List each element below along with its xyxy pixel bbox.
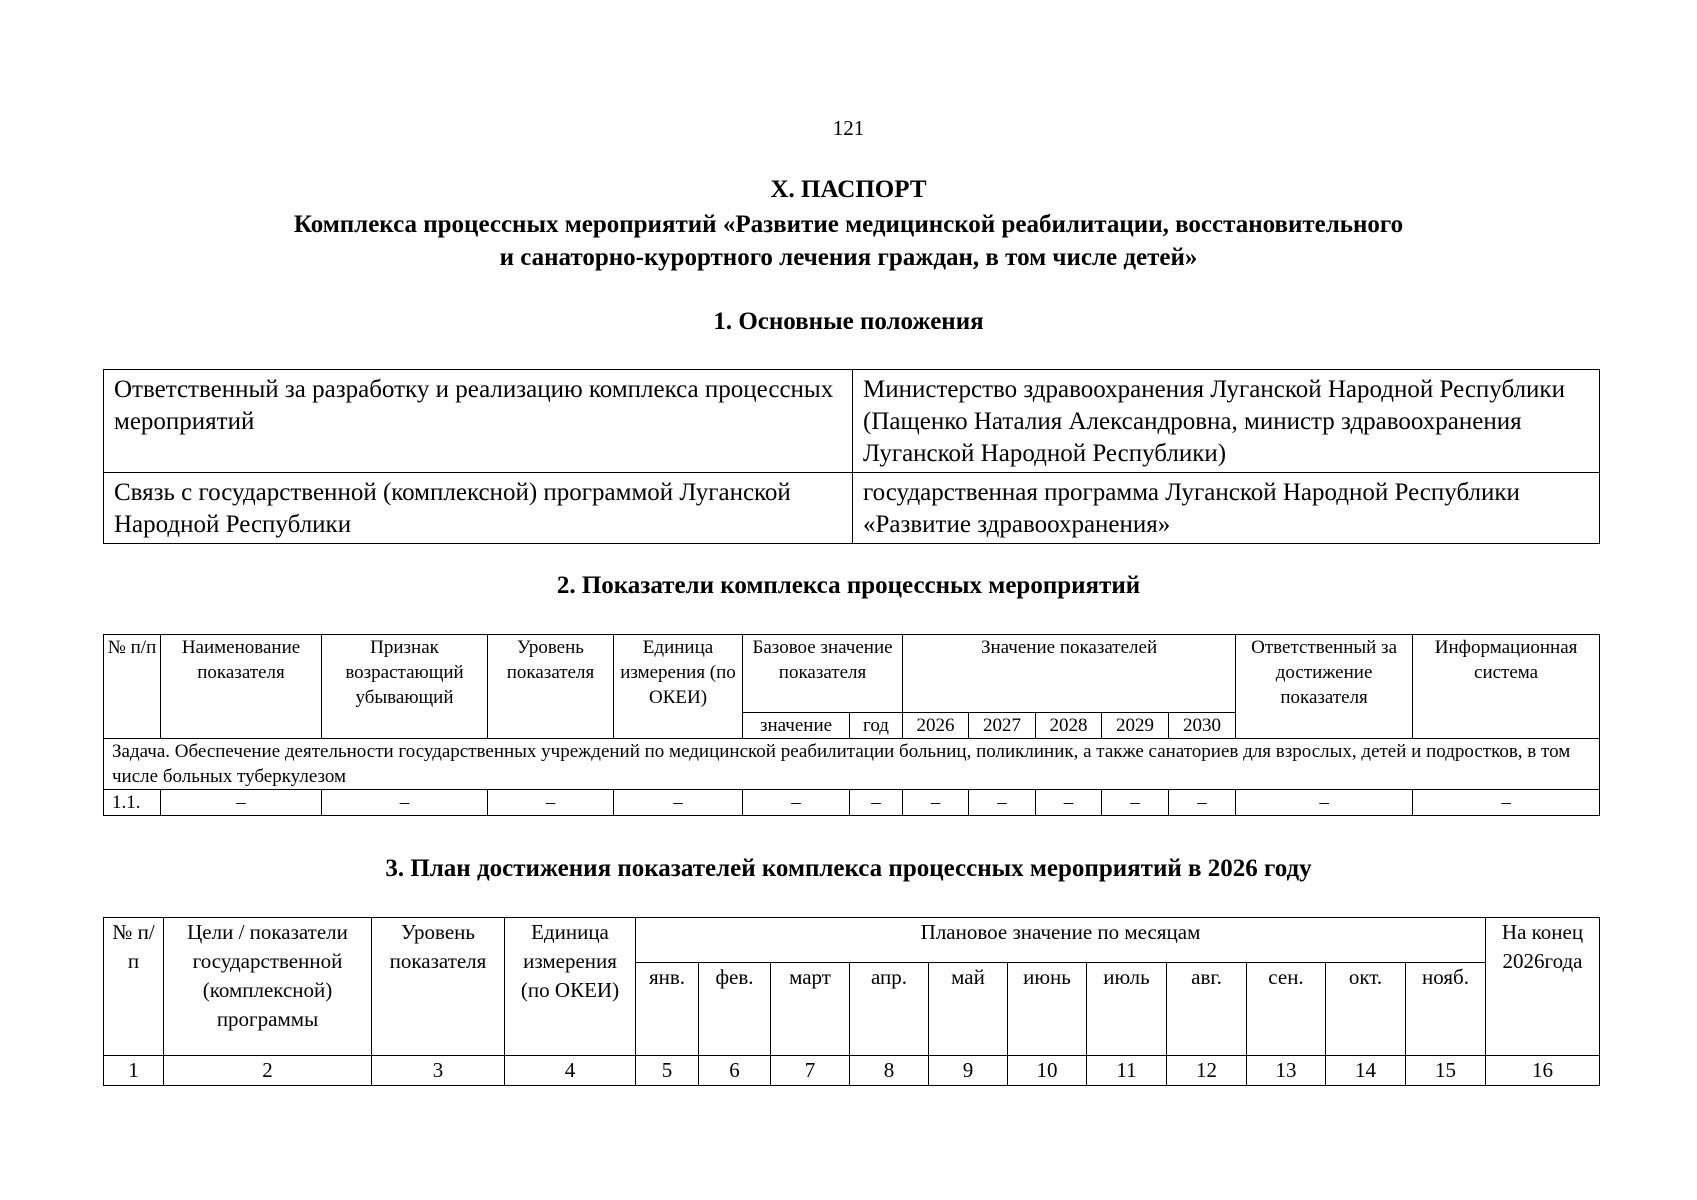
table-cell: – [1236, 790, 1413, 816]
column-number: 12 [1167, 1056, 1247, 1086]
table-cell: – [1169, 790, 1236, 816]
table-header-row [104, 635, 1600, 713]
month-header: июнь [1008, 963, 1087, 1056]
table-cell: – [969, 790, 1036, 816]
col-planned-header: Плановое значение по месяцам [636, 918, 1486, 963]
table-row [104, 370, 1600, 473]
col-responsible-header: Ответственный за достижение показателя [1236, 635, 1413, 739]
col-info-header: Информационная система [1413, 635, 1600, 739]
col-level-header: Уровень показателя [488, 635, 614, 739]
subtitle-line-2: и санаторно-курортного лечения граждан, в том числе детей» [499, 244, 1198, 271]
passport-subtitle [0, 208, 1697, 274]
column-number: 15 [1406, 1056, 1486, 1086]
month-header: фев. [699, 963, 771, 1056]
table-cell: – [161, 790, 322, 816]
column-number: 14 [1326, 1056, 1406, 1086]
table-cell: – [850, 790, 903, 816]
column-number: 11 [1087, 1056, 1167, 1086]
month-header: май [929, 963, 1008, 1056]
provision-label: Ответственный за разработку и реализацию комплекса процессных мероприятий [104, 370, 853, 473]
col-end-header: На конец 2026года [1486, 918, 1600, 1056]
page-number: 121 [832, 116, 865, 140]
column-number: 10 [1008, 1056, 1087, 1086]
table-cell: – [1413, 790, 1600, 816]
plan-table [103, 917, 1600, 1086]
col-sign-header: Признак возрастающий убывающий [322, 635, 488, 739]
col-values-header: Значение показателей [903, 635, 1236, 713]
provision-value: государственная программа Луганской Народной Республики «Развитие здравоохранения» [853, 473, 1600, 544]
column-numbers-row [104, 1056, 1600, 1086]
table-cell: – [1102, 790, 1169, 816]
col-goals-header: Цели / показатели государственной (комплексной) программы [164, 918, 372, 1056]
table-cell: – [488, 790, 614, 816]
provision-value: Министерство здравоохранения Луганской Народной Республики (Пащенко Наталия Александровна, министр здравоохранения Луганской Народной Республики) [853, 370, 1600, 473]
column-number: 8 [850, 1056, 929, 1086]
month-header: июль [1087, 963, 1167, 1056]
column-number: 13 [1247, 1056, 1326, 1086]
section-title: X. ПАСПОРТ [770, 176, 927, 203]
table-row [104, 473, 1600, 544]
column-number: 6 [699, 1056, 771, 1086]
table-cell: – [322, 790, 488, 816]
month-header: апр. [850, 963, 929, 1056]
section3-title: 3. План достижения показателей комплекса процессных мероприятий в 2026 году [385, 855, 1312, 882]
column-number: 16 [1486, 1056, 1600, 1086]
month-header: нояб. [1406, 963, 1486, 1056]
table-row [104, 790, 1600, 816]
table-header-row [104, 918, 1600, 963]
table-cell: – [614, 790, 743, 816]
col-num-header: № п/п [104, 635, 161, 739]
month-header: март [771, 963, 850, 1056]
year-header: 2029 [1102, 713, 1169, 739]
column-number: 7 [771, 1056, 850, 1086]
task-row [104, 739, 1600, 790]
month-header: сен. [1247, 963, 1326, 1056]
provision-label: Связь с государственной (комплексной) программой Луганской Народной Республики [104, 473, 853, 544]
col-unit-header: Единица измерения (по ОКЕИ) [505, 918, 636, 1056]
section2-title: 2. Показатели комплекса процессных мероприятий [556, 572, 1141, 599]
table-cell: – [903, 790, 969, 816]
column-number: 2 [164, 1056, 372, 1086]
task-text: Задача. Обеспечение деятельности государственных учреждений по медицинской реабилитации больниц, поликлиник, а также санаториев для взрослых, детей и подростков, в том числе больных туберкулезом [104, 739, 1600, 790]
month-header: окт. [1326, 963, 1406, 1056]
year-header: 2027 [969, 713, 1036, 739]
col-base-header: Базовое значение показателя [743, 635, 903, 713]
col-num-header: № п/п [104, 918, 164, 1056]
column-number: 5 [636, 1056, 699, 1086]
col-name-header: Наименование показателя [161, 635, 322, 739]
month-header: авг. [1167, 963, 1247, 1056]
table-cell: – [743, 790, 850, 816]
indicators-table [103, 634, 1600, 816]
month-header: янв. [636, 963, 699, 1056]
base-value-header: значение [743, 713, 850, 739]
year-header: 2028 [1036, 713, 1102, 739]
main-provisions-table [103, 369, 1600, 544]
row-num: 1.1. [104, 790, 161, 816]
column-number: 9 [929, 1056, 1008, 1086]
col-unit-header: Единица измерения (по ОКЕИ) [614, 635, 743, 739]
section1-title: 1. Основные положения [713, 308, 984, 335]
column-number: 4 [505, 1056, 636, 1086]
year-header: 2026 [903, 713, 969, 739]
year-header: 2030 [1169, 713, 1236, 739]
column-number: 1 [104, 1056, 164, 1086]
base-year-header: год [850, 713, 903, 739]
subtitle-line-1: Комплекса процессных мероприятий «Развитие медицинской реабилитации, восстановительного [293, 211, 1404, 238]
column-number: 3 [372, 1056, 505, 1086]
table-cell: – [1036, 790, 1102, 816]
col-level-header: Уровень показателя [372, 918, 505, 1056]
